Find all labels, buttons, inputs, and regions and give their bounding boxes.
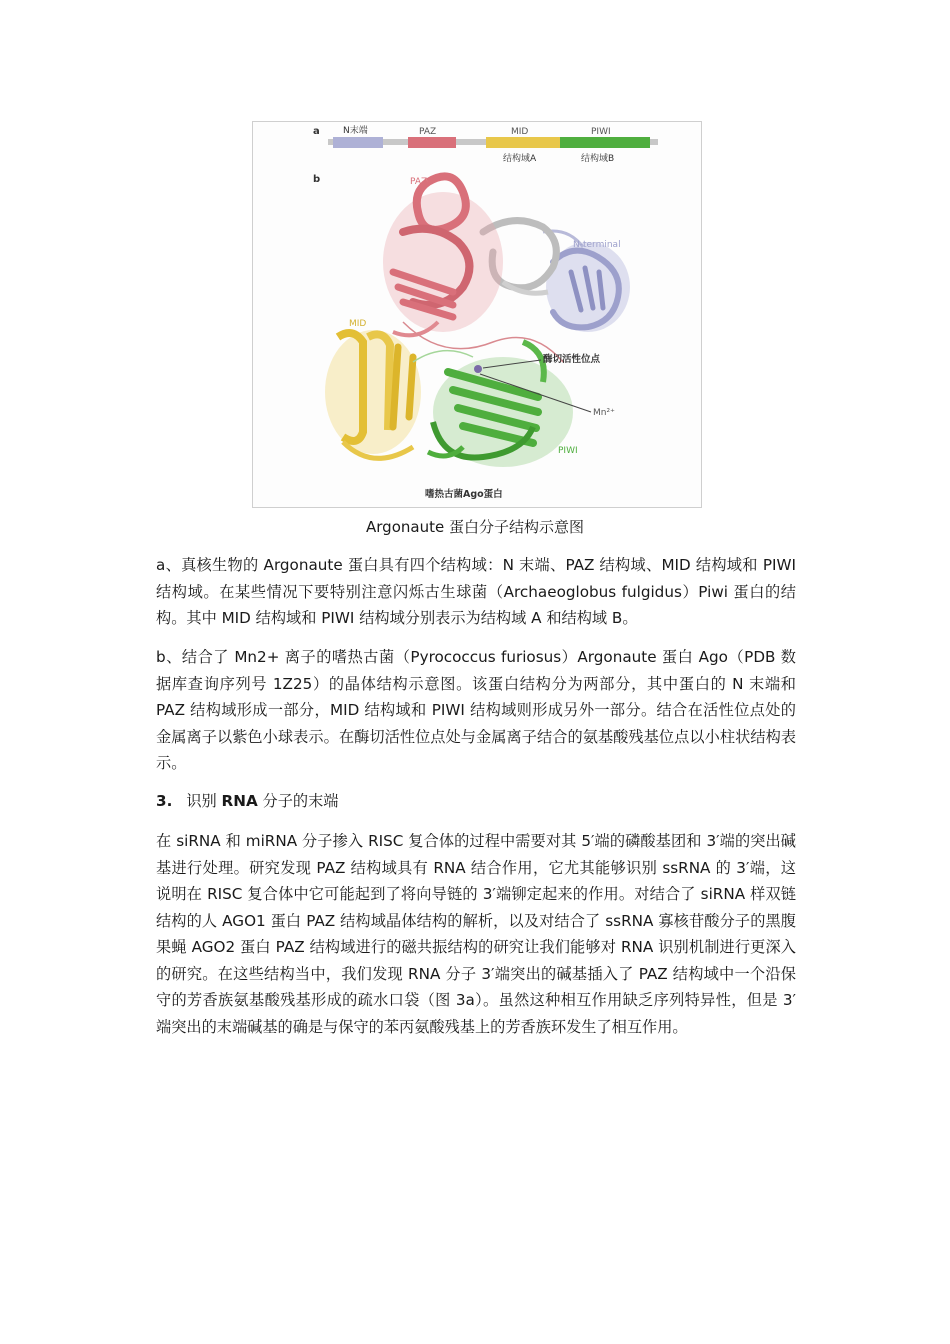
structure-label-n-terminal: N-terminal xyxy=(573,240,621,250)
structure-label-active-site: 酶切活性位点 xyxy=(543,354,601,365)
domain-sublabel-piwi: 结构域B xyxy=(581,154,615,164)
structure-label-paz: PAZ xyxy=(410,177,428,187)
domain-bar-piwi xyxy=(560,137,650,148)
domain-bar-paz xyxy=(408,137,456,148)
mn-ion-sphere xyxy=(474,365,482,373)
mid-domain xyxy=(325,330,421,458)
paragraph-3: 在 siRNA 和 miRNA 分子掺入 RISC 复合体的过程中需要对其 5′端的磷酸基团和 3′端的突出碱基进行处理。研究发现 PAZ 结构域具有 RNA 结合作用，它尤其能够识别 ssRNA 的 3′端，这说明在 RISC 复合体中它可能起到了将向导链的 3′端铆定起来的作用。对结合了 siRNA 样双链结构的人 AGO1 蛋白 PAZ 结构域晶体结构的解析，以及对结合了 ssRNA 寡核苷酸分子的黑腹果蝇 AGO2 蛋白 PAZ 结构域进行的磁共振结构的研究让我们能够对 RNA 识别机制进行更深入的研究。在这些结构当中，我们发现 RNA 分子 3′端突出的碱基插入了 PAZ 结构域中一个沿保守的芳香族氨基酸残基形成的疏水口袋（图 3a）。虽然这种相互作用缺乏序列特异性，但是 3′端突出的末端碱基的确是与保守的苯丙氨酸残基上的芳香族环发生了相互作用。 xyxy=(156,832,796,1036)
panel-b-label: b xyxy=(313,174,321,185)
structure-label-piwi: PIWI xyxy=(558,446,578,456)
domain-label-piwi: PIWI xyxy=(591,127,611,137)
domain-bar-mid xyxy=(486,137,560,148)
structure-label-mid: MID xyxy=(349,319,367,329)
section-number: 3. xyxy=(156,792,173,810)
paragraph-b: b、结合了 Mn2+ 离子的嗜热古菌（Pyrococcus furiosus）Argonaute 蛋白 Ago（PDB 数据库查询序列号 1Z25）的晶体结构示意图。该蛋白结构分为两部分，其中蛋白的 N 末端和 PAZ 结构域形成一部分，MID 结构域和 PIWI 结构域则形成另外一部分。结合在活性位点处的金属离子以紫色小球表示。在酶切活性位点处与金属离子结合的氨基酸残基位点以小柱状结构表示。 xyxy=(156,648,796,772)
argonaute-figure-svg xyxy=(253,122,701,507)
paz-domain xyxy=(383,176,503,335)
domain-label-paz: PAZ xyxy=(419,127,437,137)
paragraph-a: a、真核生物的 Argonaute 蛋白具有四个结构域：N 末端、PAZ 结构域、MID 结构域和 PIWI 结构域。在某些情况下要特别注意闪烁古生球菌（Archaeoglobus fulgidus）Piwi 蛋白的结构。其中 MID 结构域和 PIWI 结构域分别表示为结构域 A 和结构域 B。 xyxy=(156,556,796,627)
figure-caption: Argonaute 蛋白分子结构示意图 xyxy=(366,518,584,536)
section-title-bold: RNA xyxy=(221,792,258,810)
domain-sublabel-mid: 结构域A xyxy=(503,154,537,164)
domain-label-n-term: N末端 xyxy=(343,126,368,136)
protein-structure xyxy=(325,176,630,467)
section-title-post: 分子的末端 xyxy=(257,792,339,810)
panel-a-label: a xyxy=(313,126,320,137)
section-title-pre: 识别 xyxy=(186,792,222,810)
structure-label-mn: Mn²⁺ xyxy=(593,408,615,418)
argonaute-figure xyxy=(252,121,702,508)
domain-bar-n-term xyxy=(333,137,383,148)
section-heading xyxy=(156,788,338,814)
figure-bottom-label: 嗜热古菌Ago蛋白 xyxy=(425,489,503,500)
domain-label-mid: MID xyxy=(511,127,529,137)
